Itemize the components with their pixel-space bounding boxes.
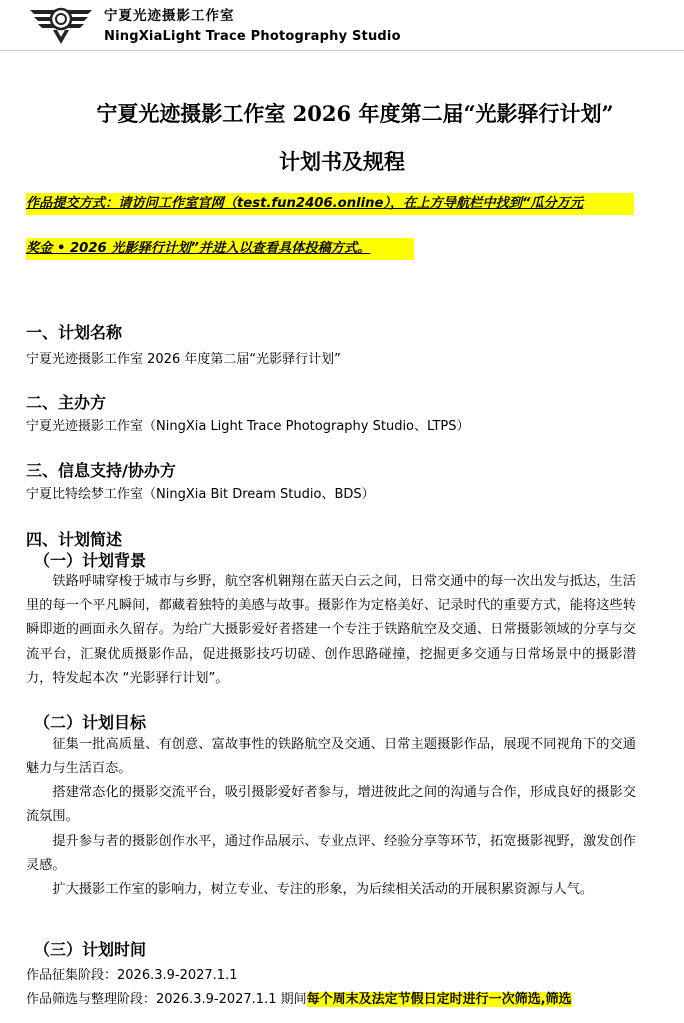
goal-paragraph: 搭建常态化的摄影交流平台，吸引摄影爱好者参与，增进彼此之间的沟通与合作，形成良好的摄影交流氛围。 (26, 785, 636, 825)
header-divider (0, 50, 684, 51)
schedule-screening-prefix: 作品筛选与整理阶段：2026.3.9-2027.1.1 期间 (26, 992, 307, 1007)
letterhead (0, 0, 684, 52)
goal-paragraph: 提升参与者的摄影创作水平，通过作品展示、专业点评、经验分享等环节，拓宽摄影视野，激发创作灵感。 (26, 834, 636, 874)
studio-logo-icon (28, 4, 94, 46)
document-title: 宁夏光迹摄影工作室 2026 年度第二届“光影驿行计划” (96, 101, 614, 126)
goal-paragraph: 征集一批高质量、有创意、富故事性的铁路航空及交通、日常主题摄影作品，展现不同视角下的交通魅力与生活百态。 (26, 737, 636, 777)
section-body-organizer: 宁夏光迹摄影工作室（NingXia Light Trace Photography Studio、LTPS） (26, 419, 470, 434)
section-heading-overview: 四、计划简述 (26, 530, 123, 549)
section-body-plan-name: 宁夏光迹摄影工作室 2026 年度第二届“光影驿行计划” (26, 352, 341, 367)
goal-paragraph: 扩大摄影工作室的影响力，树立专业、专注的形象，为后续相关活动的开展积累资源与人气。 (52, 882, 594, 897)
studio-name-cn: 宁夏光迹摄影工作室 (104, 8, 235, 24)
section-heading-supporter: 三、信息支持/协办方 (26, 461, 176, 480)
schedule-screening-phase (26, 988, 572, 1007)
subsection-heading-goals: （二）计划目标 (34, 713, 147, 732)
submission-notice-line-1: 作品提交方式：请访问工作室官网（test.fun2406.online），在上方导航栏中找到“瓜分万元 (26, 193, 634, 215)
subsection-heading-background: （一）计划背景 (34, 551, 147, 570)
submission-notice-line-2: 奖金 • 2026 光影驿行计划”并进入以查看具体投稿方式。 (26, 238, 414, 260)
section-heading-organizer: 二、主办方 (26, 393, 107, 412)
section-body-supporter: 宁夏比特绘梦工作室（NingXia Bit Dream Studio、BDS） (26, 487, 375, 502)
subsection-heading-schedule: （三）计划时间 (34, 940, 147, 959)
background-paragraph: 铁路呼啸穿梭于城市与乡野，航空客机翱翔在蓝天白云之间，日常交通中的每一次出发与抵达，生活里的每一个平凡瞬间，都藏着独特的美感与故事。摄影作为定格美好、记录时代的重要方式，能将这些转瞬即逝的画面永久留存。为给广大摄影爱好者搭建一个专注于铁路航空及交通、日常摄影领域的分享与交流平台，汇聚优质摄影作品，促进摄影技巧切磋、创作思路碰撞，挖掘更多交通与日常场景中的摄影潜力，特发起本次 “光影驿行计划”。 (26, 574, 636, 686)
studio-name-en: NingXiaLight Trace Photography Studio (104, 29, 401, 44)
schedule-screening-highlight: 每个周末及法定节假日定时进行一次筛选,筛选 (306, 992, 572, 1007)
document-subtitle: 计划书及规程 (279, 149, 405, 174)
section-heading-plan-name: 一、计划名称 (26, 323, 123, 342)
schedule-collection-phase: 作品征集阶段：2026.3.9-2027.1.1 (26, 968, 238, 983)
